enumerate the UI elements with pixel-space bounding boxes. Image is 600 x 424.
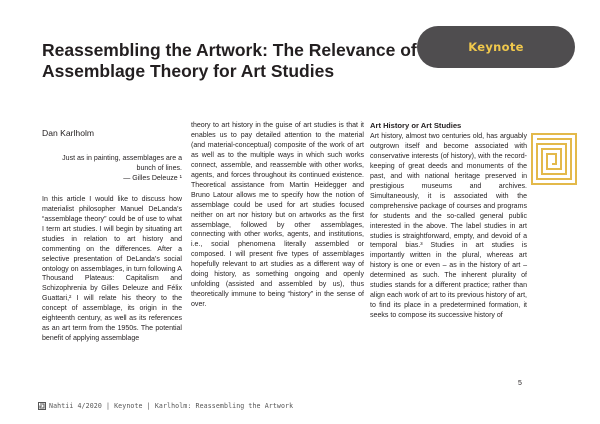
footer-text: Nahtii 4/2020 | Keynote | Karlholm: Reassembling the Artwork bbox=[49, 402, 294, 410]
epigraph bbox=[42, 154, 182, 184]
keynote-badge-label: Keynote bbox=[468, 40, 524, 54]
column-3-text: Art history, almost two centuries old, has arguably outgrown itself and become associated with conservative interests (of history), with the record-keeping of great deeds and monuments of the past, and with national heritage preserved in prestigious museums and archives. Simultaneously, it is associated with the comprehensive package of courses and programs for students and the so-called general public interested in the above. The label studies in art studies is straightforward, empty, and devoid of a temporal bias.³ Studies in art studies is importantly written in the plural, whereas art history is one or even – as in the history of art – determined as such. The inherent plurality of studies stands for a different practice; rather than align each work of art to its previous history of art, to find its place in a predetermined formation, it seeks to compose its successive history of bbox=[370, 133, 527, 320]
keynote-badge bbox=[417, 26, 575, 68]
labyrinth-icon bbox=[530, 132, 578, 186]
column-3 bbox=[370, 121, 527, 321]
footer bbox=[38, 402, 293, 410]
column-2 bbox=[191, 121, 364, 310]
epigraph-source: — Gilles Deleuze ¹ bbox=[123, 174, 182, 182]
article-title: Reassembling the Artwork: The Relevance of Assemblage Theory for Art Studies bbox=[42, 40, 417, 81]
author-name: Dan Karlholm bbox=[42, 128, 95, 138]
epigraph-quote: Just as in painting, assemblages are a bunch of lines. bbox=[62, 155, 182, 172]
section-heading: Art History or Art Studies bbox=[370, 121, 462, 130]
page-number: 5 bbox=[518, 380, 522, 387]
column-1 bbox=[42, 154, 182, 344]
column-2-text: theory to art history in the guise of art studies is that it enables us to pay detailed attention to the material (and material-conceptual) composite of the work of art as well as to the multiple ways in which such works connect, assemble, and reassemble with other works, agents, and forces throughout its continued existence. Theoretical assistance from Martin Heidegger and Bruno Latour allows me to specify how the notion of assemblage could be used for art studies focused neither on art nor history but on artworks as the first assemblage, followed by other assemblages, connecting with other works, agents, and institutions, i.e., social phenomena literally assembled or composed. I will present five types of assemblages hopefully relevant to art studies as a different way of doing history, as something ongoing and openly unfolding (assisted and assembled by us), thus theoretically immune to being “history” in the sense of over. bbox=[191, 122, 364, 309]
column-1-text: In this article I would like to discuss how materialist philosopher Manuel DeLanda’s “assemblage theory” could be of use to what I term art studies. I will begin by situating art studies in relation to art history and commenting on the differences. After a selective presentation of DeLanda’s social ontology on assemblages, in turn following A Thousand Plateaus: Capitalism and Schizophrenia by Gilles Deleuze and Félix Guattari,² I will relate his theory to the concept of assemblage, its origin in the eighteenth century, as well as its references as an art term from the 1950s. The potential benefit of applying assemblage bbox=[42, 195, 182, 343]
journal-logo-icon bbox=[38, 402, 46, 410]
